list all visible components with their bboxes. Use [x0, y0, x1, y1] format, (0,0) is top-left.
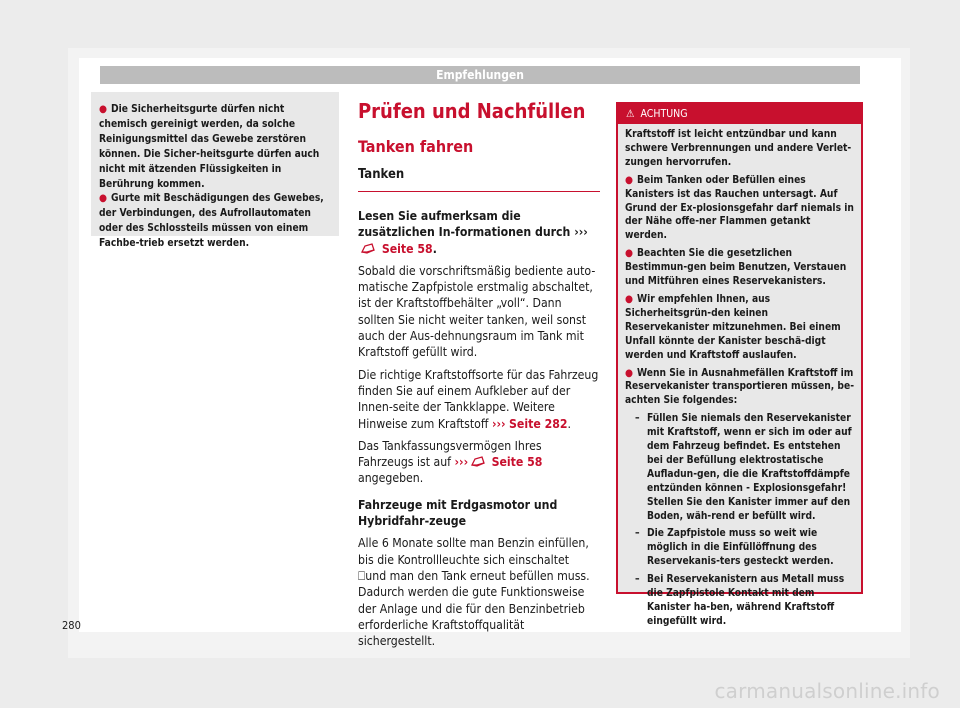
intro-paragraph: Lesen Sie aufmerksam die zusätzlichen In-formationen durch ››› Seite 58. [358, 209, 588, 256]
bullet-icon: ● [625, 293, 633, 305]
warning-bullet [625, 367, 854, 409]
dash-icon: – [635, 528, 640, 540]
page-reference-link[interactable]: Seite 282 [508, 416, 568, 431]
main-column [358, 98, 600, 649]
body-paragraph: Sobald die vorschriftsmäßig bediente auto-matische Zapfpistole erstmalig abschaltet, ist der Kraftstoffbehälter „voll“. Dann sollten Sie nicht weiter tanken, weil sonst auch der Aus-dehnungsraum im Tank mit Kraftstoff gefüllt wird. [358, 263, 596, 360]
subheading: Fahrzeuge mit Erdgasmotor und Hybridfahr-zeuge [358, 497, 558, 529]
chapter-header: Empfehlungen [100, 66, 860, 84]
page-reference-link[interactable]: Seite 58 [491, 455, 543, 470]
subsection-title: Tanken [358, 166, 600, 192]
warning-subtext: Füllen Sie niemals den Reservekanister mit Kraftstoff, wenn er sich im oder auf dem Fahrzeug befindet. Es entstehen bei der Befüllung elektrostatische Aufladun-gen, die die Kraftstoffdämpfe entzünden können - Explosionsgefahr! Stellen Sie den Kanister immer auf den Boden, wäh-rend er befüllt wird. [647, 413, 852, 522]
book-reference-icon [361, 243, 375, 254]
page-number: 280 [62, 619, 81, 632]
dash-icon: – [635, 574, 640, 586]
body-paragraph [358, 438, 600, 487]
warning-text: Beim Tanken oder Befüllen eines Kanisters ist das Rauchen untersagt. Auf Grund der Ex-plosionsgefahr darf niemals in der Nähe offe-ner Flammen getankt werden. [625, 174, 854, 242]
warning-text: Beachten Sie die gesetzlichen Bestimmun-gen beim Benutzen, Verstauen und Mitführen eines Reservekanisters. [625, 248, 847, 288]
body-paragraph: Die richtige Kraftstoffsorte für das Fahrzeug finden Sie auf einem Aufkleber auf der Innen-seite der Tankklappe. Weitere Hinweise zum Kraftstoff ››› Seite 282. [358, 367, 599, 431]
warning-bullet [625, 174, 854, 244]
intro-text: Lesen Sie aufmerksam die zusätzlichen In-formationen durch [358, 209, 571, 240]
warning-header [618, 104, 861, 124]
dash-icon: – [635, 413, 640, 425]
note-item [99, 103, 335, 192]
bullet-icon: ● [99, 104, 107, 115]
warning-subitem [635, 573, 854, 629]
body-paragraph: Alle 6 Monate sollte man Benzin einfüllen, bis die Kontrollleuchte sich einschaltet ⎕und man den Tank erneut befüllen muss. Dadurch werden die gute Funktionsweise der Anlage und die für den Benzinbetrieb erforderliche Kraftstoffqualität sichergestellt. [358, 536, 590, 649]
body-text: Das Tankfassungsvermögen Ihres Fahrzeugs ist auf [358, 438, 542, 470]
warning-subtext: Die Zapfpistole muss so weit wie möglich in die Einfüllöffnung des Reservekanis-ters gesteckt werden. [647, 528, 834, 568]
warning-subitem [635, 527, 854, 569]
body-text: Die richtige Kraftstoffsorte für das Fahrzeug finden Sie auf einem Aufkleber auf der Innen-seite der Tankklappe. Weitere Hinweise zum Kraftstoff [358, 367, 599, 431]
section-title: Tanken fahren [358, 137, 474, 156]
page-title: Prüfen und Nachfüllen [358, 99, 586, 123]
note-text: Gurte mit Beschädigungen des Gewebes, der Verbindungen, des Aufrollautomaten oder des Schlossteils müssen von einem Fachbe-trieb ersetzt werden. [99, 193, 324, 250]
warning-label: ACHTUNG [640, 108, 688, 120]
warning-subitem [635, 412, 854, 523]
warning-box [616, 102, 863, 627]
warning-bullet [625, 247, 854, 289]
notes-box [91, 92, 339, 250]
warning-text: Wir empfehlen Ihnen, aus Sicherheitsgrün-den keinen Reservekanister mitzunehmen. Bei einem Unfall könnte der Kanister beschä-digt werden und Kraftstoff auslaufen. [625, 293, 841, 361]
warning-triangle-icon: ⚠ [626, 108, 635, 120]
warning-subtext: Bei Reservekanistern aus Metall muss die Zapfpistole Kontakt mit dem Kanister ha-ben, während Kraftstoff eingefüllt wird. [647, 574, 845, 627]
book-reference-icon [471, 456, 485, 467]
bullet-icon: ● [625, 174, 633, 186]
page-reference-link[interactable]: Seite 58 [381, 241, 433, 256]
body-text: angegeben. [358, 471, 424, 486]
warning-text: Wenn Sie in Ausnahmefällen Kraftstoff im Reservekanister transportieren müssen, be-achten Sie folgendes: [625, 367, 855, 407]
bullet-icon: ● [625, 367, 633, 379]
warning-bullet [625, 293, 854, 363]
warning-intro: Kraftstoff ist leicht entzündbar und kann schwere Verbrennungen und andere Verlet-zungen hervorrufen. [625, 129, 852, 168]
reference-arrows: ››› [491, 416, 506, 431]
reference-arrows: ››› [454, 455, 469, 470]
reference-arrows: ››› [574, 225, 588, 240]
note-item [99, 192, 335, 252]
bullet-icon: ● [625, 248, 633, 260]
bullet-icon: ● [99, 193, 107, 205]
watermark: carmanualsonline.info [714, 679, 940, 703]
note-text: Die Sicherheitsgurte dürfen nicht chemisch gereinigt werden, da solche Reinigungsmittel das Gewebe zerstören können. Die Sicher-heitsgurte dürfen auch nicht mit ätzenden Flüssigkeiten in Berührung kommen. [99, 104, 320, 190]
